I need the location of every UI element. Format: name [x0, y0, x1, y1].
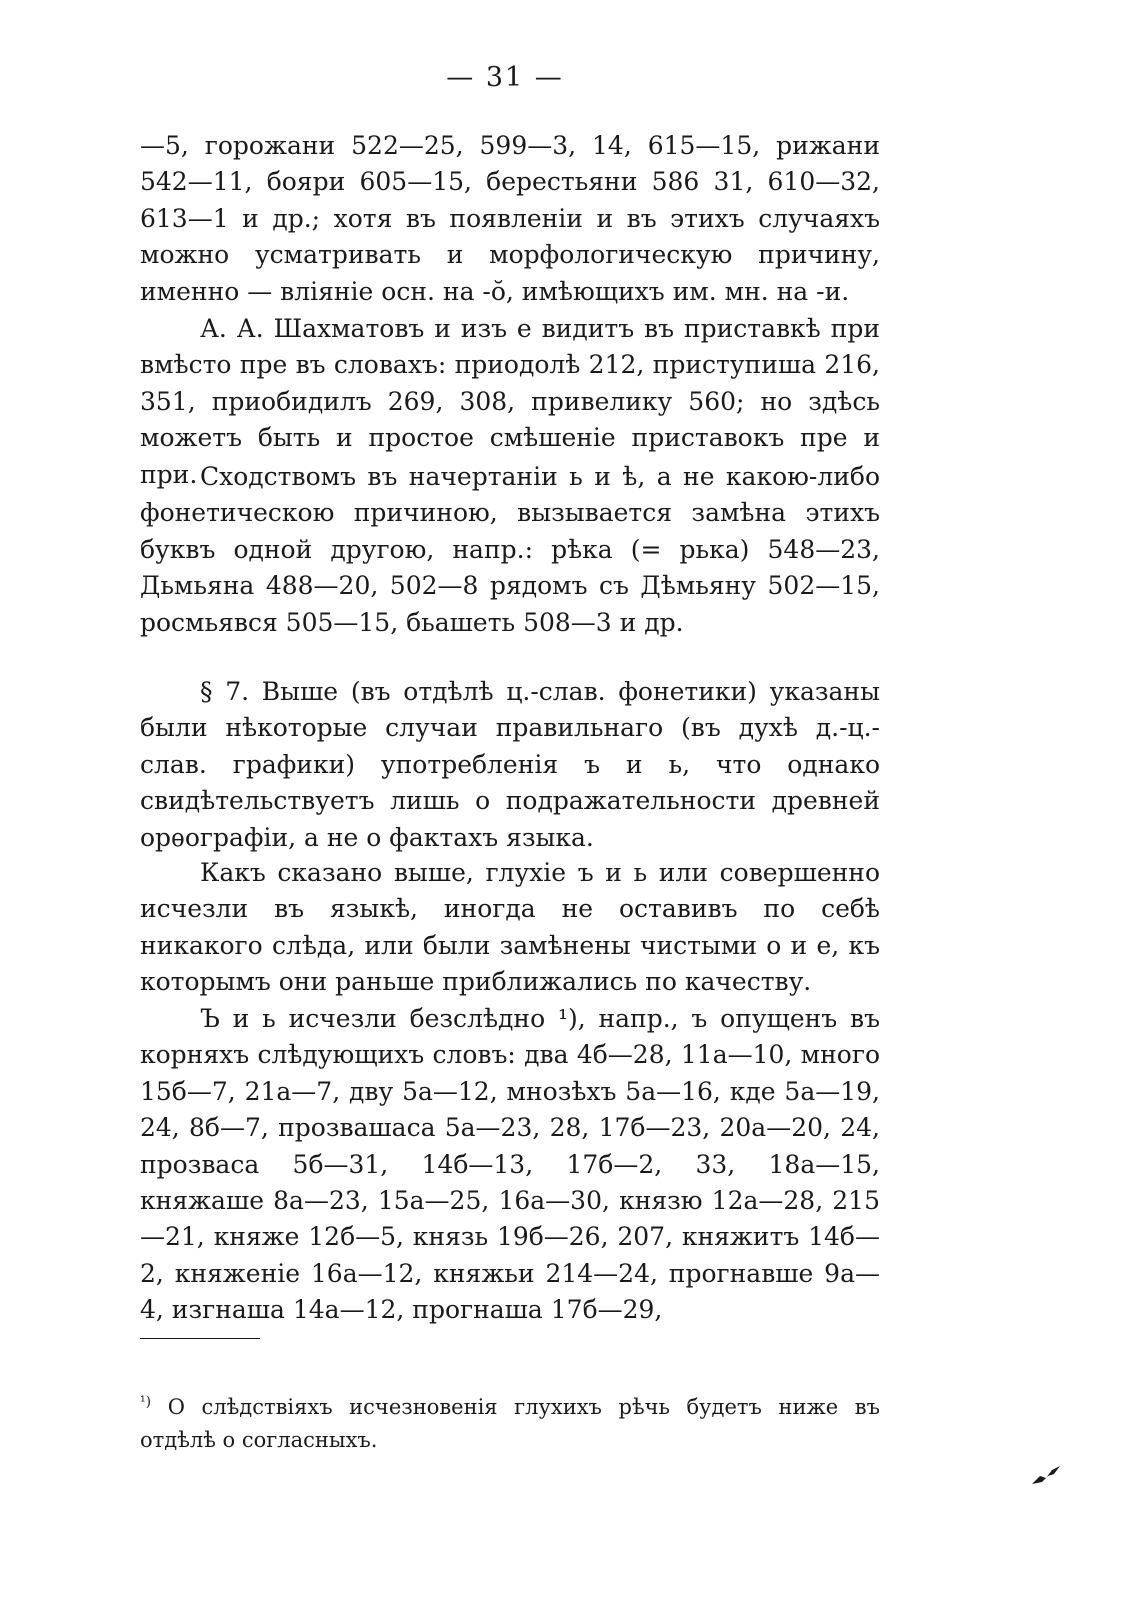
paragraph-text: Какъ сказано выше, глухіе ъ и ь или совершенно исчезли въ языкѣ, иногда не оставивъ по себѣ никакого слѣда, или были замѣнены чистыми о и е, къ которымъ они раньше приближались по качеству. [140, 858, 880, 997]
footnote-marker: ¹) [140, 1394, 152, 1410]
paragraph-text: Ъ и ь исчезли безслѣдно ¹), напр., ъ опущенъ въ корняхъ слѣдующихъ словъ: два 4б—28, 11а—10, много 15б—7, 21а—7, дву 5а—12, мнозѣхъ 5а—16, кде 5а—19, 24, 8б—7, прозвашаса 5а—23, 28, 17б—23, 20а—20, 24, прозваса 5б—31, 14б—13, 17б—2, 33, 18а—15, княжаше 8а—23, 15а—25, 16а—30, князю 12а—28, 215—21, княже 12б—5, князь 19б—26, 207, княжитъ 14б—2, княженіе 16а—12, княжьи 214—24, прогнавше 9а—4, изгнаша 14а—12, прогнаша 17б—29, [140, 1004, 880, 1325]
paragraph-text: —5, горожани 522—25, 599—3, 14, 615—15, рижани 542—11, бояри 605—15, берестьяни 586 31, 610—32, 613—1 и др.; хотя въ появленіи и въ этихъ случаяхъ можно усматривать и морфологическую причину, именно — вліяніе осн. на -ŏ, имѣющихъ им. мн. на -и. [140, 131, 880, 306]
paragraph-text: Сходствомъ въ начертаніи ь и ѣ, а не какою-либо фонетическою причиною, вызывается замѣна этихъ буквъ одной другою, напр.: рѣка (= рька) 548—23, Дьмьяна 488—20, 502—8 рядомъ съ Дѣмьяну 502—15, росмьявся 505—15, бьашеть 508—3 и др. [140, 462, 880, 637]
page-number: — 31 — [446, 62, 564, 93]
paragraph-5 [140, 855, 880, 1001]
paragraph-3 [140, 459, 880, 641]
paragraph-1 [140, 128, 880, 310]
section-7-paragraph [140, 674, 880, 856]
paragraph-text: А. А. Шахматовъ и изъ е видитъ въ приставкѣ при вмѣсто пре въ словахъ: приодолѣ 212, приступиша 216, 351, приобидилъ 269, 308, привелику 560; но здѣсь можетъ быть и простое смѣшеніе приставокъ пре и при. [140, 314, 880, 489]
footnote-text: О слѣдствіяхъ исчезновенія глухихъ рѣчь будетъ ниже въ отдѣлѣ о согласныхъ. [140, 1395, 880, 1452]
pen-mark-icon [1030, 1464, 1062, 1486]
paragraph-text: § 7. Выше (въ отдѣлѣ ц.-слав. фонетики) указаны были нѣкоторые случаи правильнаго (въ духѣ д.-ц.-слав. графики) употребленія ъ и ь, что однако свидѣтельствуетъ лишь о подражательности древней орѳографіи, а не о фактахъ языка. [140, 677, 880, 852]
footnote-divider [140, 1338, 260, 1339]
paragraph-6 [140, 1001, 880, 1329]
footnote [140, 1386, 880, 1457]
